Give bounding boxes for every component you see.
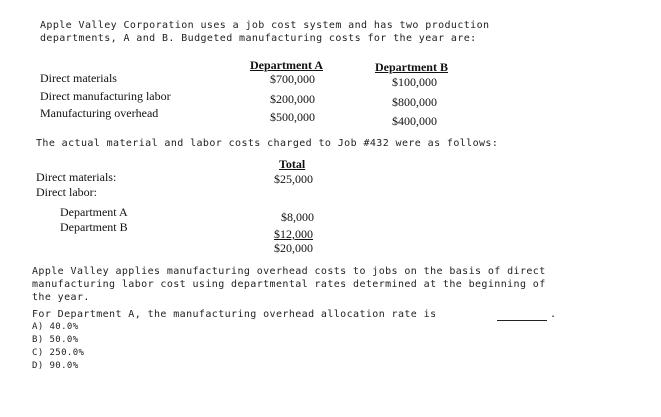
row-label-manufacturing-overhead: Manufacturing overhead (40, 106, 159, 120)
header-department-b: Department B (375, 60, 448, 74)
value-department-a: $8,000 (281, 210, 314, 224)
row-value-direct-materials-b: $100,000 (392, 75, 437, 89)
header-total: Total (279, 157, 306, 171)
intro-line-1: Apple Valley Corporation uses a job cost system and has two production (40, 20, 490, 31)
row-label-direct-materials: Direct materials (40, 71, 117, 85)
question-end: . (550, 309, 557, 320)
closing-line-1: Apple Valley applies manufacturing overhead costs to jobs on the basis of direct (32, 266, 546, 277)
row-value-direct-labor-a: $200,000 (270, 92, 315, 106)
closing-line-2: manufacturing labor cost using departmental rates determined at the beginning of (32, 279, 546, 290)
option-a: A) 40.0% (32, 322, 79, 332)
answer-blank (497, 320, 547, 321)
value-direct-materials: $25,000 (274, 172, 313, 186)
label-direct-labor: Direct labor: (36, 185, 97, 199)
row-value-direct-labor-b: $800,000 (392, 95, 437, 109)
option-c: C) 250.0% (32, 348, 85, 358)
option-b: B) 50.0% (32, 335, 79, 345)
header-department-a: Department A (250, 58, 323, 72)
question-text: For Department A, the manufacturing overhead allocation rate is (32, 309, 437, 320)
value-department-b: $12,000 (274, 227, 313, 241)
closing-line-3: the year. (32, 292, 90, 303)
row-value-overhead-a: $500,000 (270, 110, 315, 124)
label-direct-materials: Direct materials: (36, 170, 117, 184)
intro-line-2: departments, A and B. Budgeted manufacturing costs for the year are: (40, 33, 477, 44)
actual-intro: The actual material and labor costs charged to Job #432 were as follows: (36, 138, 499, 149)
label-department-a: Department A (60, 205, 128, 219)
value-direct-labor-total: $20,000 (274, 241, 313, 255)
label-department-b: Department B (60, 220, 128, 234)
option-d: D) 90.0% (32, 361, 79, 371)
row-value-overhead-b: $400,000 (392, 114, 437, 128)
row-value-direct-materials-a: $700,000 (270, 72, 315, 86)
row-label-direct-labor: Direct manufacturing labor (40, 89, 171, 103)
